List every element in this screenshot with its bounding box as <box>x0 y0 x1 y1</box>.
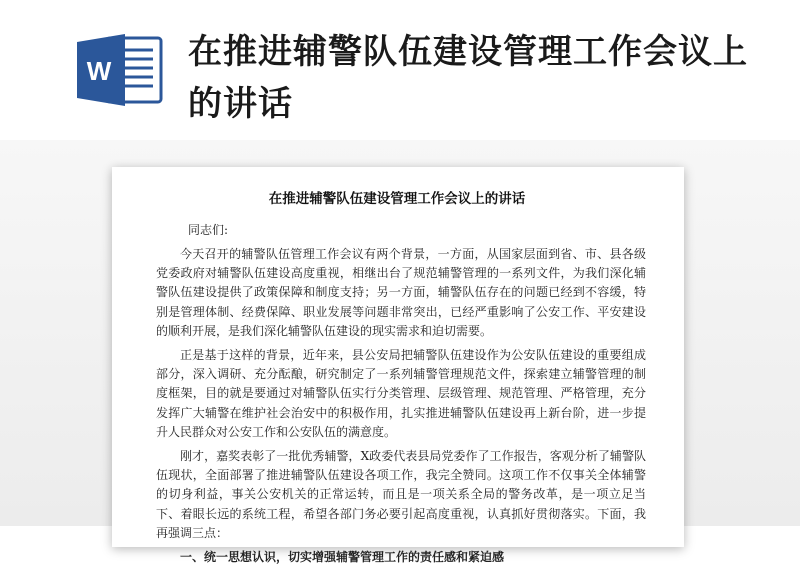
paragraph-2: 正是基于这样的背景，近年来，县公安局把辅警队伍建设作为公安队伍建设的重要组成部分，深入调研、充分酝酿，研究制定了一系列辅警管理规范文件，探索建立辅警管理的制度框架，目的就是要通过对辅警队伍实行分类管理、层级管理、规范管理、严格管理，充分发挥广大辅警在维护社会治安中的积极作用，扎实推进辅警队伍建设再上新台阶，进一步提升人民群众对公安工作和公安队伍的满意度。 <box>156 348 646 439</box>
paragraph-1: 今天召开的辅警队伍管理工作会议有两个背景，一方面，从国家层面到省、市、县各级党委政府对辅警队伍建设高度重视，相继出台了规范辅警管理的一系列文件，为我们深化辅警队伍建设提供了政策保障和制度支持；另一方面，辅警队伍存在的问题已经到不容缓，特别是管理体制、经费保障、职业发展等问题非常突出，已经严重影响了公安工作、平安建设的顺利开展，是我们深化辅警队伍建设的现实需求和迫切需要。 <box>156 247 646 338</box>
section-heading: 一、统一思想认识，切实增强辅警管理工作的责任感和紧迫感 <box>180 550 505 565</box>
word-icon-letter: W <box>86 56 112 86</box>
word-document-icon <box>75 32 165 108</box>
salutation: 同志们: <box>188 223 229 237</box>
paragraph-3: 刚才，嘉奖表彰了一批优秀辅警，X政委代表县局党委作了工作报告，客观分析了辅警队伍现状，全面部署了推进辅警队伍建设各项工作，我完全赞同。这项工作不仅事关全体辅警的切身利益，事关公安机关的正常运转，而且是一项关系全局的警务改革，是一项立足当下、着眼长远的系统工程，希望各部门务必要引起高度重视，认真抓好贯彻落实。下面，我再强调三点： <box>156 449 646 540</box>
document-page <box>112 167 684 565</box>
document-title: 在推进辅警队伍建设管理工作会议上的讲话 <box>268 191 526 207</box>
page-title: 在推进辅警队伍建设管理工作会议上的讲话 <box>188 32 748 124</box>
